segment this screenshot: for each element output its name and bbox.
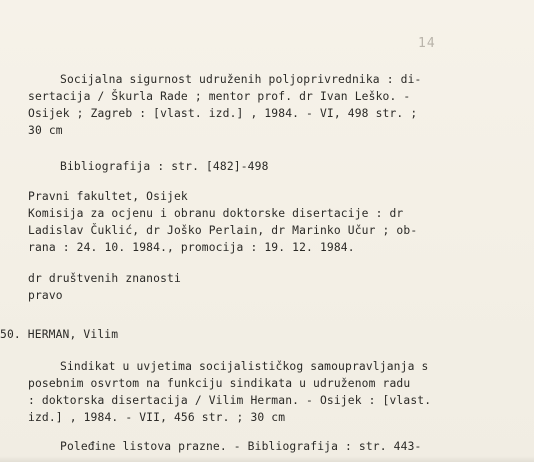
- page-edge-shadow: [0, 456, 534, 462]
- entry-committee-line: rana : 24. 10. 1984., promocija : 19. 12. 1984.: [28, 241, 355, 254]
- entry-subject-line: dr društvenih znanosti: [28, 272, 181, 285]
- entry-committee-line: Ladislav Čuklić, dr Joško Perlain, dr Marinko Učur ; ob-: [28, 224, 418, 237]
- entry-title-line: : doktorska disertacija / Vilim Herman. - Osijek : [vlast.: [28, 394, 432, 407]
- entry-institution: Pravni fakultet, Osijek: [28, 190, 188, 203]
- entry-title-line: Sindikat u uvjetima socijalističkog samoupravljanja s: [60, 360, 429, 373]
- entry-title-line: sertacija / Škurla Rade ; mentor prof. dr Ivan Leško. -: [28, 90, 411, 103]
- entry-title-line: posebnim osvrtom na funkciju sindikata u udruženom radu: [28, 377, 411, 390]
- entry-heading: 50. HERMAN, Vilim: [0, 328, 119, 341]
- entry-committee-line: Komisija za ocjenu i obranu doktorske disertacije : dr: [28, 207, 404, 220]
- entry-title-line: izd.] , 1984. - VII, 456 str. ; 30 cm: [28, 411, 286, 424]
- entry-subject-line: pravo: [28, 289, 63, 302]
- entry-title-line: Socijalna sigurnost udruženih poljoprivrednika : di-: [60, 73, 422, 86]
- entry-note: Bibliografija : str. [482]-498: [60, 160, 269, 173]
- entry-title-line: Osijek ; Zagreb : [vlast. izd.] , 1984. - VI, 498 str. ;: [28, 107, 418, 120]
- corner-page-mark: 14: [418, 36, 436, 51]
- entry-note: Poleđine listova prazne. - Bibliografija : str. 443-: [60, 440, 422, 453]
- entry-title-line: 30 cm: [28, 124, 63, 137]
